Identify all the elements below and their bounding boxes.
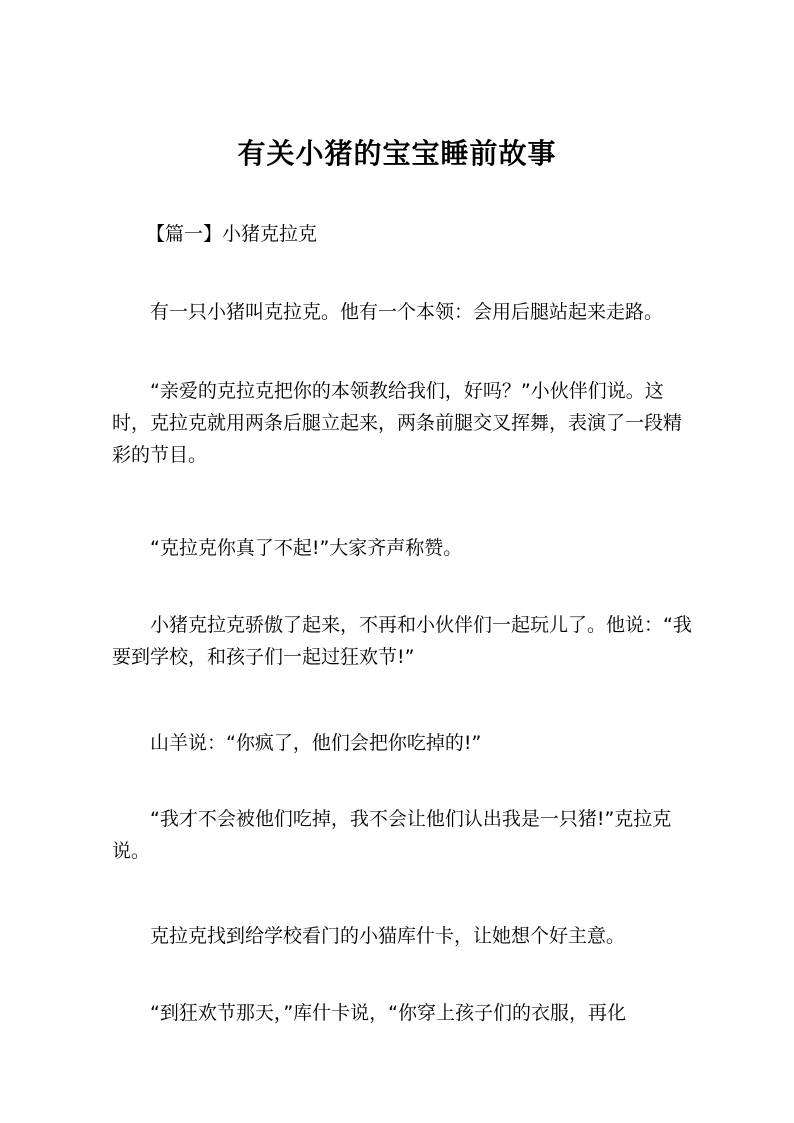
paragraph-2: “亲爱的克拉克把你的本领教给我们，好吗？”小伙伴们说。这时，克拉克就用两条后腿立起来，两条前腿交叉挥舞，表演了一段精彩的节目。 bbox=[112, 380, 683, 466]
section-heading: 【篇一】小猪克拉克 bbox=[146, 223, 318, 245]
paragraph-7: 克拉克找到给学校看门的小猫库什卡，让她想个好主意。 bbox=[150, 925, 626, 947]
paragraph-6: “我才不会被他们吃掉，我不会让他们认出我是一只猪!”克拉克说。 bbox=[112, 808, 672, 862]
paragraph-4: 小猪克拉克骄傲了起来，不再和小伙伴们一起玩儿了。他说：“我要到学校，和孩子们一起过狂欢节!” bbox=[112, 614, 692, 668]
paragraph-8: “到狂欢节那天，”库什卡说，“你穿上孩子们的衣服，再化 bbox=[150, 1002, 627, 1024]
document-title: 有关小猪的宝宝睡前故事 bbox=[237, 137, 557, 170]
paragraph-5: 山羊说：“你疯了，他们会把你吃掉的!” bbox=[150, 732, 482, 754]
paragraph-1: 有一只小猪叫克拉克。他有一个本领：会用后腿站起来走路。 bbox=[150, 301, 664, 323]
paragraph-3: “克拉克你真了不起!”大家齐声称赞。 bbox=[150, 537, 463, 559]
